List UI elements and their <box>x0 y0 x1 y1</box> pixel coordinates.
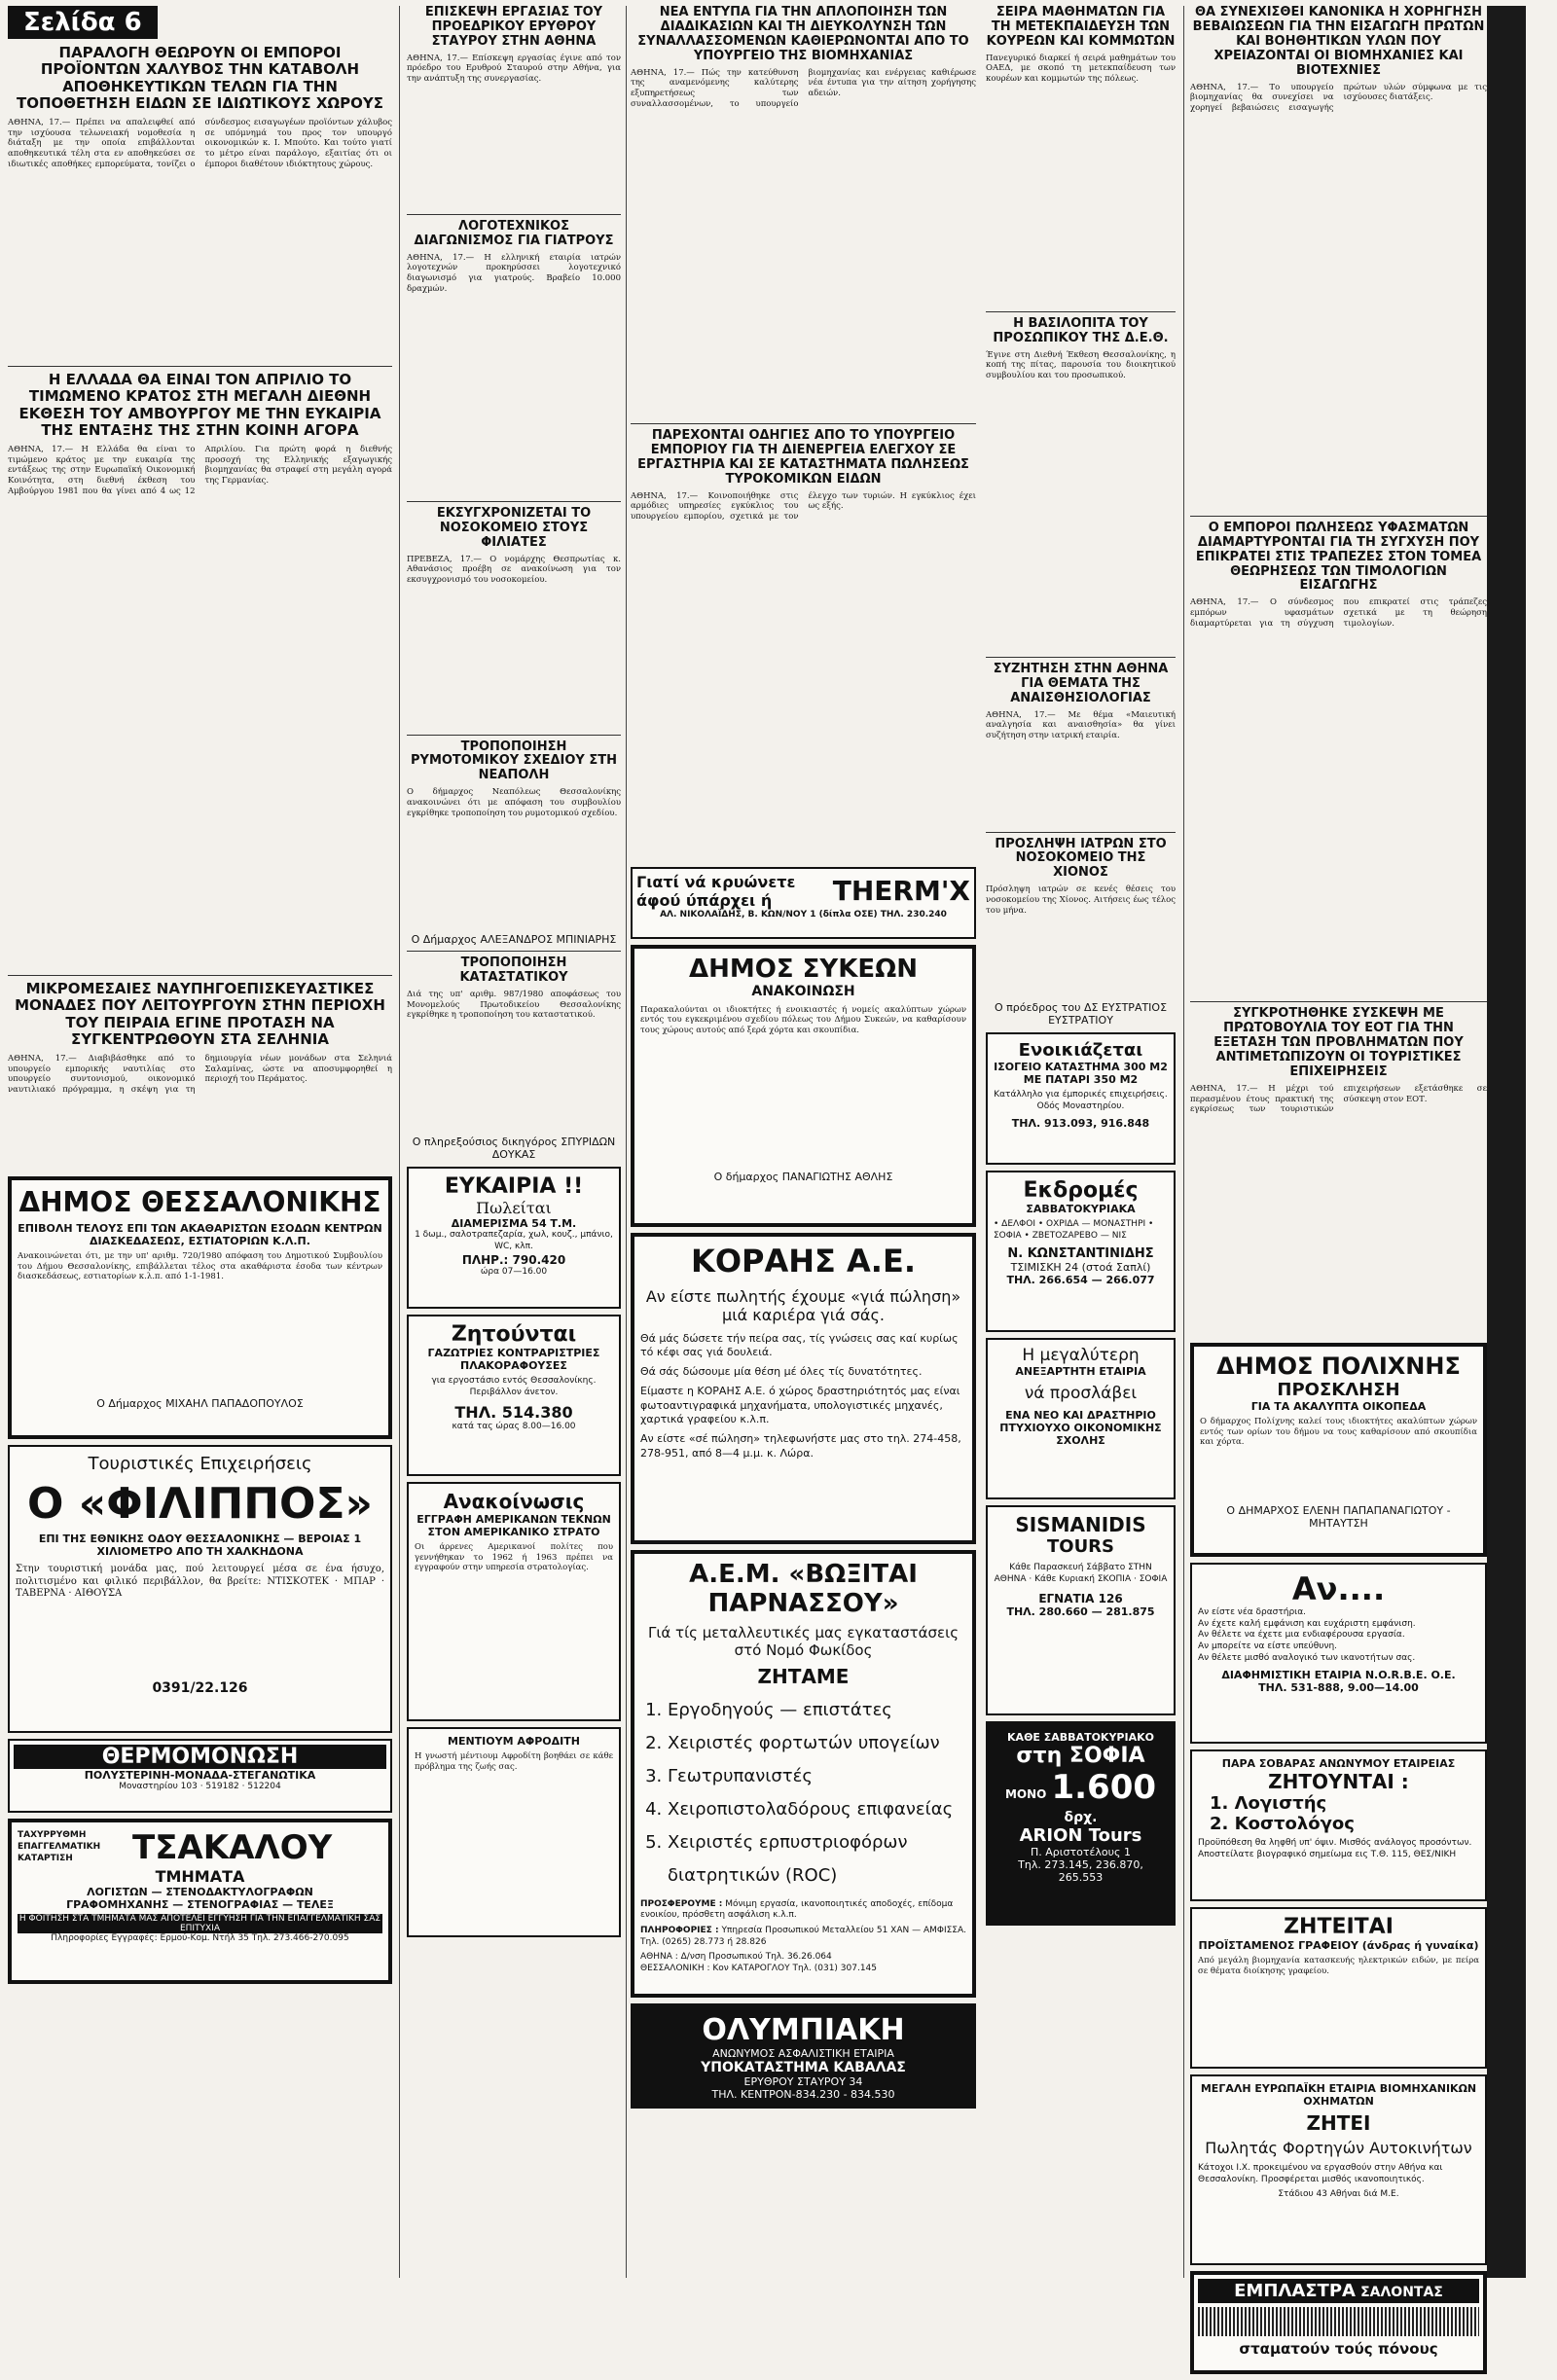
article-title: ΣΥΓΚΡΟΤΗΘΗΚΕ ΣΥΣΚΕΨΗ ΜΕ ΠΡΩΤΟΒΟΥΛΙΑ ΤΟΥ ΕΟΤ ΓΙΑ ΤΗΝ ΕΞΕΤΑΣΗ ΤΩΝ ΠΡΟΒΛΗΜΑΤΩΝ ΠΟΥ ΑΝΤΙΜΕΤΩΠΙΖΟΥΝ ΟΙ ΤΟΥΡΙΣΤΙΚΕΣ ΕΠΙΧΕΙΡΗΣΕΙΣ <box>1213 1006 1464 1080</box>
ad-contact: Μοναστηρίου 103 · 519182 · 512204 <box>119 1782 281 1791</box>
article-title: Η ΕΛΛΑΔΑ ΘΑ ΕΙΝΑΙ ΤΟΝ ΑΠΡΙΛΙΟ ΤΟ ΤΙΜΩΜΕΝΟ ΚΡΑΤΟΣ ΣΤΗ ΜΕΓΑΛΗ ΔΙΕΘΝΗ ΕΚΘΕΣΗ ΤΟΥ ΑΜΒΟΥΡΓΟΥ ΜΕ ΤΗΝ ΕΥΚΑΙΡΙΑ ΤΗΣ ΕΝΤΑΞΗΣ ΤΗΣ ΣΤΗΝ ΚΟΙΝΗ ΑΓΟΡΑ <box>18 371 381 439</box>
ad-offer <box>640 1899 966 1922</box>
ad-subtitle: ΕΠΙ ΤΗΣ ΕΘΝΙΚΗΣ ΟΔΟΥ ΘΕΣΣΑΛΟΝΙΚΗΣ — ΒΕΡΟΙΑΣ 1 ΧΙΛΙΟΜΕΤΡΟ ΑΠΟ ΤΗ ΧΑΛΚΗΔΟΝΑ <box>38 1533 362 1559</box>
ad-line: Θά μάς δώσετε τήν πείρα σας, τίς γνώσεις σας καί κυρίως τό κέφι σας γιά δουλειά. <box>640 1331 959 1358</box>
divider <box>1190 516 1526 517</box>
ad-line: Αν έχετε καλή εμφάνιση και ευχάριστη εμφάνιση. <box>1198 1618 1416 1629</box>
page-label: Σελίδα 6 <box>8 6 158 39</box>
ad-brand: THERM'X <box>832 875 970 907</box>
ad-body: Προϋπόθεση θα ληφθή υπ' όψιν. Μισθός ανάλογος προσόντων. Αποστείλατε βιογραφικό σημείωμα εις Τ.Θ. 115, ΘΕΣ/ΝΙΚΗ <box>1198 1838 1472 1859</box>
article-title: ΘΑ ΣΥΝΕΧΙΣΘΕΙ ΚΑΝΟΝΙΚΑ Η ΧΟΡΗΓΗΣΗ ΒΕΒΑΙΩΣΕΩΝ ΓΙΑ ΤΗΝ ΕΙΣΑΓΩΓΗ ΠΡΩΤΩΝ ΚΑΙ ΒΟΗΘΗΤΙΚΩΝ ΥΛΩΝ ΠΟΥ ΧΡΕΙΑΖΟΝΤΑΙ ΟΙ ΒΙΟΜΗΧΑΝΙΕΣ ΚΑΙ ΒΙΟΤΕΧΝΙΕΣ <box>1192 5 1485 78</box>
ad-line: Αν θέλετε μισθό αναλογικό των ικανοτήτων σας. <box>1198 1652 1416 1663</box>
ad-line: Θά σάς δώσουμε μία θέση μέ όλες τίς δυνατότητες. <box>640 1365 923 1379</box>
ad-title: Ο «ΦΙΛΙΠΠΟΣ» <box>27 1479 373 1530</box>
ad-price-label: ΜΟΝΟ <box>1004 1787 1047 1802</box>
article-body: Έγινε στη Διεθνή Έκθεση Θεσσαλονίκης, η κοπή της πίτας, παρουσία του διοικητικού συμβουλίου και του προσωπικού. <box>986 349 1176 380</box>
article-title: ΣΕΙΡΑ ΜΑΘΗΜΑΤΩΝ ΓΙΑ ΤΗ ΜΕΤΕΚΠΑΙΔΕΥΣΗ ΤΩΝ ΚΟΥΡΕΩΝ ΚΑΙ ΚΟΜΜΩΤΩΝ <box>986 5 1176 49</box>
ad-dimos-sykeon <box>631 945 976 1227</box>
article-body: ΑΘΗΝΑ, 17.— Η μέχρι τού περασμένου έτους πρακτική της εγκρίσεως των τουριστικών επιχειρήσεων εξετάσθηκε σε σύσκεψη στον ΕΟΤ. <box>1190 1084 1487 1115</box>
ad-phone: 512204 <box>247 1782 281 1791</box>
ad-header: ΜΕΓΑΛΗ ΕΥΡΩΠΑΪΚΗ ΕΤΑΙΡΙΑ ΒΙΟΜΗΧΑΝΙΚΩΝ ΟΧΗΜΑΤΩΝ <box>1200 2082 1477 2109</box>
newspaper-page <box>8 5 1526 2359</box>
ad-line: Η μεγαλύτερη <box>1022 1346 1140 1366</box>
ad-body: Στην τουριστική μονάδα μας, πού λειτουργεί μέσα σε ένα ήσυχο, πολιτισμένο και φιλικό περιβάλλον, θα βρείτε: ΝΤΙΣΚΟΤΕΚ · ΜΠΑΡ · ΤΑΒΕΡΝΑ · ΑΙΘΟΥΣΑ <box>16 1564 384 1600</box>
ad-eykairia <box>407 1167 621 1309</box>
job-item: 4. Χειροπιστολαδόρους επιφανείας <box>668 1793 966 1826</box>
ad-title: ΜΕΝΤΙΟΥΜ ΑΦΡΟΔΙΤΗ <box>448 1735 580 1749</box>
article-body: ΑΘΗΝΑ, 17.— Το υπουργείο βιομηχανίας θα συνεχίσει να χορηγεί βεβαιώσεις εισαγωγής πρώτων υλών σύμφωνα με τις ισχύουσες διατάξεις. <box>1190 82 1487 113</box>
ad-title: ΚΟΡΑΗΣ Α.Ε. <box>691 1242 916 1280</box>
job-item: 1. Εργοδηγούς — επιστάτες <box>668 1694 966 1727</box>
article-signature: Ο πληρεξούσιος δικηγόρος ΣΠΥΡΙΔΩΝ ΔΟΥΚΑΣ <box>412 1136 616 1162</box>
ad-subtitle-2: ΓΙΑ ΤΑ ΑΚΑΛΥΠΤΑ ΟΙΚΟΠΕΔΑ <box>1250 1400 1427 1414</box>
ad-address: Στάδιου 43 Αθήναι διά Μ.Ε. <box>1278 2189 1399 2200</box>
ad-thessaloniki: ΘΕΣΣΑΛΟΝΙΚΗ : Κον ΚΑΤΑΡΟΓΛΟΥ Τηλ. (031) 307.145 <box>640 1964 878 1974</box>
article-body: ΑΘΗΝΑ, 17.— Ο σύνδεσμος εμπόρων υφασμάτων διαμαρτύρεται για τη σύγχυση που επικρατεί στις τράπεζες σχετικά με τη θεώρηση τιμολογίων. <box>1190 597 1487 629</box>
ad-subtitle: ΕΓΓΡΑΦΗ ΑΜΕΡΙΚΑΝΩΝ ΤΕΚΝΩΝ ΣΤΟΝ ΑΜΕΡΙΚΑΝΙΚΟ ΣΤΡΑΤΟ <box>416 1513 611 1539</box>
divider <box>407 951 621 952</box>
ad-offer-text: Μόνιμη εργασία, ικανοποιητικές αποδοχές, επίδομα ενοικίου, πρόσθετη ασφάλιση κ.λ.π. <box>640 1898 954 1921</box>
ad-subtitle: ΓΑΖΩΤΡΙΕΣ ΚΟΝΤΡΑΡΙΣΤΡΙΕΣ ΠΛΑΚΟΡΑΦΟΥΣΕΣ <box>427 1347 600 1373</box>
article-title: ΣΥΖΗΤΗΣΗ ΣΤΗΝ ΑΘΗΝΑ ΓΙΑ ΘΕΜΑΤΑ ΤΗΣ ΑΝΑΙΣΘΗΣΙΟΛΟΓΙΑΣ <box>993 661 1169 705</box>
ad-megalyteri <box>986 1338 1176 1499</box>
ad-text <box>636 873 795 910</box>
ad-list: • ΔΕΛΦΟΙ • ΟΧΡΙΔΑ — ΜΟΝΑΣΤΗΡΙ • ΣΟΦΙΑ • ΖΒΕΤΟΖΑΡΕΒΟ — ΝΙΣ <box>994 1219 1154 1241</box>
ad-title: Εκδρομές <box>1023 1178 1139 1204</box>
ad-title: Α.Ε.Μ. «ΒΩΞΙΤΑΙ ΠΑΡΝΑΣΣΟΥ» <box>689 1559 918 1618</box>
ad-info <box>640 1926 966 1948</box>
ad-subtitle: ΠΡΟΣΚΛΗΣΗ <box>1277 1380 1400 1401</box>
ad-phone: ΠΛΗΡ.: 790.420 <box>461 1252 566 1267</box>
ad-job: 2. Κοστολόγος <box>1210 1814 1355 1835</box>
ad-subtitle: TOURS <box>1046 1536 1115 1558</box>
ad-agent: ARION Tours <box>1019 1825 1142 1847</box>
ad-thermomonosi <box>8 1739 392 1813</box>
ad-mentium <box>407 1727 621 1937</box>
ad-body: Οι άρρενες Αμερικανοί πολίτες που γεννήθηκαν το 1962 ή 1963 πρέπει να εγγραφούν στην υπηρεσία στρατολογίας. <box>415 1542 613 1573</box>
article-body: ΑΘΗΝΑ, 17.— Διαβιβάσθηκε από το υπουργείο εμπορικής ναυτιλίας στο υπουργείο συντονισμού, οικονομικό ναυτιλιακό πρόγραμμα, η σκέψη για τη δημιουργία νέων μονάδων στα Σεληνιά Σαλαμίνας, ώστε να αποσυμφορηθεί η περιοχή του Περάματος. <box>8 1054 392 1095</box>
job-list <box>650 1694 966 1893</box>
ad-body: για εργοστάσιο εντός Θεσσαλονίκης. Περιβάλλον άνετον. <box>431 1376 597 1397</box>
ad-subtitle: ΕΠΙΒΟΛΗ ΤΕΛΟΥΣ ΕΠΙ ΤΩΝ ΑΚΑΘΑΡΙΣΤΩΝ ΕΣΟΔΩΝ ΚΕΝΤΡΩΝ ΔΙΑΣΚΕΔΑΣΕΩΣ, ΕΣΤΙΑΤΟΡΙΩΝ Κ.Λ.Π. <box>18 1222 382 1247</box>
article-title: ΜΙΚΡΟΜΕΣΑΙΕΣ ΝΑΥΠΗΓΟΕΠΙΣΚΕΥΑΣΤΙΚΕΣ ΜΟΝΑΔΕΣ ΠΟΥ ΛΕΙΤΟΥΡΓΟΥΝ ΣΤΗΝ ΠΕΡΙΟΧΗ ΤΟΥ ΠΕΙΡΑΙΑ ΕΓΙΝΕ ΠΡΟΤΑΣΗ ΝΑ ΣΥΓΚΕΝΤΡΩΘΟΥΝ ΣΤΑ ΣΕΛΗΝΙΑ <box>15 980 385 1048</box>
ad-hours: κατά τας ώρας 8.00—16.00 <box>452 1421 576 1431</box>
article-title: ΠΑΡΕΧΟΝΤΑΙ ΟΔΗΓΙΕΣ ΑΠΟ ΤΟ ΥΠΟΥΡΓΕΙΟ ΕΜΠΟΡΙΟΥ ΓΙΑ ΤΗ ΔΙΕΝΕΡΓΕΙΑ ΕΛΕΓΧΟΥ ΣΕ ΕΡΓΑΣΤΗΡΙΑ ΚΑΙ ΣΕ ΚΑΤΑΣΤΗΜΑΤΑ ΠΩΛΗΣΕΩΣ ΤΥΡΟΚΟΜΙΚΩΝ ΕΙΔΩΝ <box>637 427 969 487</box>
ad-title: Ενοικιάζεται <box>1018 1040 1143 1062</box>
ad-tsakalou <box>8 1819 392 1984</box>
ad-price <box>996 1768 1166 1825</box>
article-body: ΑΘΗΝΑ, 17.— Η Ελλάδα θα είναι το τιμώμενο κράτος με την ευκαιρία της εντάξεως της στην Ευρωπαϊκή Οικονομική Κοινότητα, στη διεθνή έκθεση του Αμβούργου 1981 που θα γίνει από 4 ως 12 Απριλίου. Για πρώτη φορά η διεθνής προσοχή της Ελληνικής εξαγωγικής βιομηχανίας θα στραφεί στη μεγάλη αγορά της Γερμανίας. <box>8 445 392 496</box>
ad-title: ΕΜΠΛΑΣΤΡΑ <box>1234 2281 1356 2302</box>
ad-title: ΚΑΘΕ ΣΑΒΒΑΤΟΚΥΡΙΑΚΟ <box>1007 1731 1154 1745</box>
ad-dimos-polichnis <box>1190 1343 1487 1557</box>
ad-anakoinosis <box>407 1482 621 1721</box>
article-signature: Ο πρόεδρος του ΔΣ ΕΥΣΤΡΑΤΙΟΣ ΕΥΣΤΡΑΤΙΟΥ <box>994 1001 1168 1028</box>
ad-note: Η ΦΟΙΤΗΣΗ ΣΤΑ ΤΜΗΜΑΤΑ ΜΑΣ ΑΠΟΤΕΛΕΙ ΕΓΓΥΗΣΗ ΓΙΑ ΤΗΝ ΕΠΑΓΓΕΛΜΑΤΙΚΗ ΣΑΣ ΕΠΙΤΥΧΙΑ <box>18 1914 381 1933</box>
ad-offer-label: ΠΡΟΣΦΕΡΟΥΜΕ : <box>640 1898 723 1909</box>
article-signature: Ο Δήμαρχος ΑΛΕΞΑΝΔΡΟΣ ΜΠΙΝΙΑΡΗΣ <box>411 933 617 947</box>
ad-line: Αν θέλετε να έχετε μια ενδιαφέρουσα εργασία. <box>1198 1630 1405 1641</box>
ad-address: Π. Αριστοτέλους 1 <box>1031 1846 1131 1859</box>
ad-body: Κάθε Παρασκευή Σάββατο ΣΤΗΝ ΑΘΗΝΑ · Κάθε Κυριακή ΣΚΟΠΙΑ · ΣΟΦΙΑ <box>994 1563 1168 1584</box>
ad-subtitle: ΠΡΟΪΣΤΑΜΕΝΟΣ ΓΡΑΦΕΙΟΥ (άνδρας ή γυναίκα) <box>1198 1939 1479 1953</box>
ad-body: Η γνωστή μέντιουμ Αφροδίτη βοηθάει σε κάθε πρόβλημα της ζωής σας. <box>415 1751 613 1772</box>
binding-edge <box>1487 6 1526 2278</box>
article-title: ΠΡΟΣΛΗΨΗ ΙΑΤΡΩΝ ΣΤΟ ΝΟΣΟΚΟΜΕΙΟ ΤΗΣ ΧΙΟΝΟΣ <box>995 836 1167 881</box>
ad-depts: ΤΜΗΜΑΤΑ <box>155 1867 245 1886</box>
ad-price-unit: δρχ. <box>1064 1810 1098 1826</box>
column-2 <box>407 6 621 1943</box>
article-title: Η ΒΑΣΙΛΟΠΙΤΑ ΤΟΥ ΠΡΟΣΩΠΙΚΟΥ ΤΗΣ Δ.Ε.Θ. <box>993 315 1169 345</box>
ad-phone: ΤΗΛ. 280.660 — 281.875 <box>1006 1605 1155 1618</box>
ad-name: Ν. ΚΩΝΣΤΑΝΤΙΝΙΔΗΣ <box>1007 1245 1154 1261</box>
ad-line: νά προσλάβει <box>1024 1384 1138 1404</box>
ad-phone: ΤΗΛ. 913.093, 916.848 <box>1011 1116 1150 1130</box>
ad-emplastra <box>1190 2271 1487 2374</box>
divider <box>407 501 621 502</box>
ad-address: ΤΣΙΜΙΣΚΗ 24 (στοά Σαπλί) <box>1010 1260 1151 1274</box>
divider <box>631 423 976 424</box>
ad-body: Κάτοχοι Ι.Χ. προκειμένου να εργασθούν στην Αθήνα και Θεσσαλονίκη. Προσφέρεται μισθός ικανοποιητικός. <box>1198 2163 1443 2184</box>
ad-left: ΤΑΧΥΡΡΥΘΜΗ ΕΠΑΓΓΕΛΜΑΤΙΚΗ ΚΑΤΑΡΤΙΣΗ <box>18 1830 101 1863</box>
ad-subtitle: ΑΝΑΚΟΙΝΩΣΗ <box>751 983 855 999</box>
ad-job: 1. Λογιστής <box>1210 1793 1327 1815</box>
article-title: ΕΚΣΥΓΧΡΟΝΙΖΕΤΑΙ ΤΟ ΝΟΣΟΚΟΜΕΙΟ ΣΤΟΥΣ ΦΙΛΙΑΤΕΣ <box>436 505 592 550</box>
ad-phone: ΤΗΛ. 266.654 — 266.077 <box>1006 1273 1155 1286</box>
ad-header <box>18 1828 382 1867</box>
ad-body: Ο δήμαρχος Πολίχνης καλεί τους ιδιοκτήτες ακαλύπτων χώρων εντός των ορίων του δήμου να τους καθαρίσουν από σκουπίδια και χόρτα. <box>1200 1417 1477 1448</box>
article-title: ΝΕΑ ΕΝΤΥΠΑ ΓΙΑ ΤΗΝ ΑΠΛΟΠΟΙΗΣΗ ΤΩΝ ΔΙΑΔΙΚΑΣΙΩΝ ΚΑΙ ΤΗ ΔΙΕΥΚΟΛΥΝΣΗ ΤΩΝ ΣΥΝΑΛΛΑΣΣΟΜΕΝΩΝ ΚΑΘΙΕΡΩΝΟΝΤΑΙ ΑΠΟ ΤΟ ΥΠΟΥΡΓΕΙΟ ΤΗΣ ΒΙΟΜΗΧΑΝΙΑΣ <box>637 5 969 63</box>
ad-voxitai-parnassou <box>631 1550 976 1998</box>
divider <box>986 657 1176 658</box>
ad-olympiaki <box>631 2003 976 2109</box>
divider <box>986 311 1176 312</box>
divider <box>407 735 621 736</box>
ad-illustration <box>1198 2307 1479 2336</box>
ad-title: ΘΕΡΜΟΜΟΝΩΣΗ <box>14 1745 386 1769</box>
article-title: ΛΟΓΟΤΕΧΝΙΚΟΣ ΔΙΑΓΩΝΙΣΜΟΣ ΓΙΑ ΓΙΑΤΡΟΥΣ <box>414 218 614 248</box>
ad-line: Αν είστε πωλητής έχουμε «γιά πώληση» μιά καριέρα γιά σάς. <box>645 1286 961 1324</box>
ad-price-value: 1.600 <box>1051 1768 1157 1808</box>
ad-item: ΔΙΑΜΕΡΙΣΜΑ 54 Τ.Μ. <box>451 1217 577 1231</box>
ad-subtitle: ΑΝΩΝΥΜΟΣ ΑΣΦΑΛΙΣΤΙΚΗ ΕΤΑΙΡΙΑ <box>712 2046 894 2060</box>
ad-info: Πληροφορίες Εγγραφές: Ερμού-Κομ. Ντήλ 35 Τηλ. 273.466-270.095 <box>51 1933 349 1943</box>
column-rule <box>1183 6 1184 2278</box>
ad-ziteitai <box>1190 1907 1487 2069</box>
ad-zitountai <box>407 1315 621 1476</box>
ad-athens: ΑΘΗΝΑ : Δ/νση Προσωπικού Τηλ. 36.26.064 <box>640 1952 832 1963</box>
ad-enoikiazetai <box>986 1032 1176 1165</box>
ad-address: Μοναστηρίου 103 <box>119 1782 198 1791</box>
ad-title: SISMANIDIS <box>1015 1513 1146 1537</box>
ad-title: Πωλητάς Φορτηγών Αυτοκινήτων <box>1205 2139 1472 2158</box>
ad-title: ΟΛΥΜΠΙΑΚΗ <box>702 2012 905 2047</box>
divider <box>8 366 392 367</box>
ad-subtitle: Πωλείται <box>476 1199 552 1218</box>
ad-phone: 519182 <box>205 1782 239 1791</box>
job-item: 5. Χειριστές ερπυστριοφόρων διατρητικών (ROC) <box>668 1826 966 1893</box>
ad-title: Αν.... <box>1291 1570 1386 1608</box>
ad-header: Τουριστικές Επιχειρήσεις <box>88 1454 312 1474</box>
ad-thermx <box>631 867 976 939</box>
ad-title: ΖΗΤΕΙΤΑΙ <box>1284 1915 1394 1940</box>
ad-phone: Τηλ. 273.145, 236.870, 265.553 <box>1018 1858 1143 1885</box>
article-body: ΑΘΗΝΑ, 17.— Επίσκεψη εργασίας έγινε από τον πρόεδρο του Ερυθρού Σταυρού στην Αθήνα, για την ανάπτυξη της συνεργασίας. <box>407 53 621 85</box>
column-3-main <box>631 6 976 2114</box>
article-body: ΠΡΕΒΕΖΑ, 17.— Ο νομάρχης Θεσπρωτίας κ. Αθανάσιος προέβη σε ανακοίνωση για τον εκσυγχρονισμό του νοσοκομείου. <box>407 554 621 585</box>
ad-an <box>1190 1563 1487 1744</box>
ad-zitame: ΖΗΤΑΜΕ <box>757 1664 850 1688</box>
job-item: 2. Χειριστές φορτωτών υπογείων <box>668 1727 966 1760</box>
ad-filippos <box>8 1445 392 1733</box>
ad-phone: 0391/22.126 <box>152 1680 248 1697</box>
ad-brand: ΣΑΛΟΝΤΑΣ <box>1360 2285 1443 2301</box>
article-body: ΑΘΗΝΑ, 17.— Η ελληνική εταιρία ιατρών λογοτεχνών προκηρύσσει λογοτεχνικό διαγωνισμό για γιατρούς. Βραβείο 10.000 δραχμών. <box>407 252 621 294</box>
ad-branch: ΥΠΟΚΑΤΑΣΤΗΜΑ ΚΑΒΑΛΑΣ <box>701 2059 906 2075</box>
column-1 <box>8 6 392 1990</box>
ad-info-text: Υπηρεσία Προσωπικού Μεταλλείου 51 ΧΑΝ — ΑΜΦΙΣΣΑ. Τηλ. (0265) 28.773 ή 28.826 <box>640 1926 967 1947</box>
ad-line: ΛΟΓΙΣΤΩΝ — ΣΤΕΝΟΔΑΚΤΥΛΟΓΡΑΦΩΝ <box>87 1886 313 1898</box>
column-rule <box>626 6 627 2278</box>
divider <box>986 832 1176 833</box>
ad-korais <box>631 1233 976 1544</box>
ad-line: άφού ύπάρχει ή <box>636 890 773 910</box>
column-4 <box>1190 6 1526 2380</box>
ad-line: Γιατί νά κρυώνετε <box>636 872 796 891</box>
ad-body: Από μεγάλη βιομηχανία κατασκευής ηλεκτρικών ειδών, με πείρα σε θέματα διοίκησης γραφείου. <box>1198 1956 1479 1976</box>
ad-header: ΠΑΡΑ ΣΟΒΑΡΑΣ ΑΝΩΝΥΜΟΥ ΕΤΑΙΡΕΙΑΣ <box>1221 1757 1456 1771</box>
ad-line: Αν είστε νέα δραστήρια. <box>1198 1607 1307 1618</box>
ad-subtitle: ΣΑΒΒΑΤΟΚΥΡΙΑΚΑ <box>1026 1203 1136 1216</box>
ad-title: ΖΗΤΟΥΝΤΑΙ : <box>1268 1770 1409 1794</box>
ad-line: ΓΡΑΦΟΜΗΧΑΝΗΣ — ΣΤΕΝΟΓΡΑΦΙΑΣ — ΤΕΛΕΞ <box>66 1898 334 1911</box>
ad-subtitle: ΠΟΛΥΣΤΕΡΙΝΗ-ΜΟΝΑΔΑ-ΣΤΕΓΑΝΩΤΙΚΑ <box>84 1769 316 1782</box>
column-3-side <box>986 6 1176 1931</box>
ad-dimos-thessalonikis <box>8 1176 392 1439</box>
ad-body: Ανακοινώνεται ότι, με την υπ' αριθμ. 720/1980 απόφαση του Δημοτικού Συμβουλίου του Δήμου Θεσσαλονίκης, επιβάλλεται τέλος στα ακαθάριστα έσοδα των κέντρων διασκεδάσεως, εστιατορίων κ.λ.π. από 1-1-1981. <box>18 1251 382 1282</box>
ad-signature: Ο δήμαρχος ΠΑΝΑΓΙΩΤΗΣ ΑΘΛΗΣ <box>713 1170 893 1183</box>
ad-company: ΔΙΑΦΗΜΙΣΤΙΚΗ ΕΤΑΙΡΙΑ N.O.R.B.E. Ο.Ε. <box>1221 1668 1456 1681</box>
article-title: ΠΑΡΑΛΟΓΗ ΘΕΩΡΟΥΝ ΟΙ ΕΜΠΟΡΟΙ ΠΡΟΪΟΝΤΩΝ ΧΑΛΥΒΟΣ ΤΗΝ ΚΑΤΑΒΟΛΗ ΑΠΟΘΗΚΕΥΤΙΚΩΝ ΤΕΛΩΝ ΓΙΑ ΤΗΝ ΤΟΠΟΘΕΤΗΣΗ ΕΙΔΩΝ ΣΕ ΙΔΙΩΤΙΚΟΥΣ ΧΩΡΟΥΣ <box>17 44 383 112</box>
ad-title: ΔΗΜΟΣ ΘΕΣΣΑΛΟΝΙΚΗΣ <box>18 1186 381 1218</box>
article-body: ΑΘΗΝΑ, 17.— Πώς την κατεύθυνση της αναμενόμενης καλύτερης εξυπηρετήσεως των συναλλασσομένων, το υπουργείο βιομηχανίας και ενέργειας καθιέρωσε νέα έντυπα για την αίτηση χορήγησης αδειών. <box>631 67 976 109</box>
ad-city: στη ΣΟΦΙΑ <box>1016 1744 1145 1769</box>
ad-body: Κατάλληλο για έμπορικές επιχειρήσεις. Οδός Μοναστηρίου. <box>994 1090 1168 1111</box>
ad-sofia <box>986 1721 1176 1926</box>
ad-signature: Ο ΔΗΜΑΡΧΟΣ ΕΛΕΝΗ ΠΑΠΑΠΑΝΑΓΙΩΤΟΥ - ΜΗΤΑΥΤΣΗ <box>1226 1504 1451 1531</box>
ad-phone: ΤΗΛ. 531-888, 9.00—14.00 <box>1258 1680 1419 1694</box>
ad-hours: ώρα 07—16.00 <box>480 1266 548 1277</box>
ad-title: ΔΗΜΟΣ ΠΟΛΙΧΝΗΣ <box>1216 1352 1461 1381</box>
article-body: ΑΘΗΝΑ, 17.— Πρέπει να απαλειφθεί από την ισχύουσα τελωνειακή νομοθεσία η διάταξη με την οποία επιβάλλονται αποθηκευτικά τέλη στα εν αποθηκεύσει σε ιδιωτικές αποθήκες εμπορεύματα, τονίζει ο σύνδεσμος εισαγωγέων προϊόντων χάλυβος σε υπόμνημά του προς τον υπουργό οικονομικών κ. Ι. Μπούτο. Και τούτο γιατί το μέτρο είναι παράλογο, εξαιτίας ότι οι έμποροι διαθέτουν ιδιόκτητους χώρους. <box>8 118 392 169</box>
ad-phone: ΤΗΛ. ΚΕΝΤΡΟΝ-834.230 - 834.530 <box>711 2087 895 2101</box>
ad-line: Είμαστε η ΚΟΡΑΗΣ Α.Ε. ό χώρος δραστηριότητός μας είναι φωτοαντιγραφικά μηχανήματα, υπολογιστικές μηχανές, χαρτικά γραφείου κ.λ.π. <box>640 1385 960 1425</box>
ad-line: Αν είστε «σέ πώληση» τηλεφωνήστε μας στο τηλ. 274-458, 278-951, από 8—4 μ.μ. κ. Λώρα. <box>640 1432 961 1460</box>
ad-intro: Γιά τίς μεταλλευτικές μας εγκαταστάσεις στό Νομό Φωκίδος <box>647 1623 960 1659</box>
column-rule <box>399 6 400 2278</box>
job-item: 3. Γεωτρυπανιστές <box>668 1760 966 1793</box>
article-title: ΕΠΙΣΚΕΨΗ ΕΡΓΑΣΙΑΣ ΤΟΥ ΠΡΟΕΔΡΙΚΟΥ ΕΡΥΘΡΟΥ ΣΤΑΥΡΟΥ ΣΤΗΝ ΑΘΗΝΑ <box>424 5 603 49</box>
ad-address: ΑΛ. ΝΙΚΟΛΑΪΔΗΣ, Β. ΚΩΝ/ΝΟΥ 1 (δίπλα ΟΣΕ) ΤΗΛ. 230.240 <box>660 909 947 920</box>
article-body: Ο δήμαρχος Νεαπόλεως Θεσσαλονίκης ανακοινώνει ότι με απόφαση του συμβουλίου εγκρίθηκε τροποποίηση του ρυμοτομικού σχεδίου. <box>407 787 621 818</box>
ad-sismanidis <box>986 1505 1176 1715</box>
article-title: Ο ΕΜΠΟΡΟΙ ΠΩΛΗΣΕΩΣ ΥΦΑΣΜΑΤΩΝ ΔΙΑΜΑΡΤΥΡΟΝΤΑΙ ΓΙΑ ΤΗ ΣΥΓΧΥΣΗ ΠΟΥ ΕΠΙΚΡΑΤΕΙ ΣΤΙΣ ΤΡΑΠΕΖΕΣ ΣΤΟΝ ΤΟΜΕΑ ΘΕΩΡΗΣΕΩΣ ΤΩΝ ΤΙΜΟΛΟΓΙΩΝ ΕΙΣΑΓΩΓΗΣ <box>1195 520 1482 594</box>
article-body: Διά της υπ' αριθμ. 987/1980 αποφάσεως του Μονομελούς Πρωτοδικείου Θεσσαλονίκης εγκρίθηκε η τροποποίηση του καταστατικού. <box>407 990 621 1021</box>
ad-zitei: ΖΗΤΕΙ <box>1306 2111 1371 2136</box>
divider <box>1190 1001 1526 1002</box>
article-title: ΤΡΟΠΟΠΟΙΗΣΗ ΚΑΤΑΣΤΑΤΙΚΟΥ <box>459 956 568 986</box>
ad-address: ΕΡΥΘΡΟΥ ΣΤΑΥΡΟΥ 34 <box>743 2074 863 2088</box>
ad-signature: Ο Δήμαρχος ΜΙΧΑΗΛ ΠΑΠΑΔΟΠΟΥΛΟΣ <box>96 1397 304 1410</box>
ad-title: Ανακοίνωσις <box>443 1490 585 1514</box>
article-body: ΑΘΗΝΑ, 17.— Με θέμα «Μαιευτική αναλγησία και αναισθησία» θα γίνει συζήτηση στην ιατρική εταιρία. <box>986 709 1176 740</box>
ad-phone: ΤΗΛ. 514.380 <box>454 1402 573 1422</box>
ad-header <box>636 873 970 910</box>
ad-title: ΕΥΚΑΙΡΙΑ !! <box>444 1174 584 1200</box>
article-body: ΑΘΗΝΑ, 17.— Κοινοποιήθηκε στις αρμόδιες υπηρεσίες εγκύκλιος του υπουργείου εμπορίου, σχετικά με τον έλεγχο των τυριών. Η εγκύκλιος έχει ως εξής. <box>631 490 976 522</box>
divider <box>8 975 392 976</box>
article-title: ΤΡΟΠΟΠΟΙΗΣΗ ΡΥΜΟΤΟΜΙΚΟΥ ΣΧΕΔΙΟΥ ΣΤΗ ΝΕΑΠΟΛΗ <box>411 739 617 783</box>
ad-address: ΕΓΝΑΤΙΑ 126 <box>1038 1591 1123 1605</box>
ad-zitountai-logistis <box>1190 1749 1487 1901</box>
ad-subtitle: ΙΣΟΓΕΙΟ ΚΑΤΑΣΤΗΜΑ 300 Μ2 ΜΕ ΠΑΤΑΡΙ 350 Μ2 <box>994 1061 1168 1087</box>
article-body: Πρόσληψη ιατρών σε κενές θέσεις του νοσοκομείου της Χίονος. Αιτήσεις έως τέλος του μήνα. <box>986 884 1176 916</box>
ad-line: Αν μπορείτε να είστε υπεύθυνη. <box>1198 1641 1338 1652</box>
ad-body: 1 δωμ., σαλοτραπεζαρία, χωλ, κουζ., μπάνιο, WC, κλπ. <box>415 1230 613 1251</box>
ad-title: ΔΗΜΟΣ ΣΥΚΕΩΝ <box>688 954 919 984</box>
article-body: Πανεγυρικό διαρκεί ή σειρά μαθημάτων του ΟΑΕΔ, με σκοπό τη μετεκπαίδευση των κουρέων και κομμωτών της πόλεως. <box>986 53 1176 85</box>
ad-info-label: ΠΛΗΡΟΦΟΡΙΕΣ : <box>640 1926 719 1935</box>
ad-slogan: σταματούν τούς πόνους <box>1239 2340 1438 2359</box>
ad-body: Παρακαλούνται οι ιδιοκτήτες ή ενοικιαστές ή νομείς ακαλύπτων χώρων εντός του εγκεκριμένου σχεδίου πόλεως του Δήμου Συκεών, να καθαρίσουν τους χώρους αυτούς από ξερά χόρτα και σκουπίδια. <box>640 1004 966 1035</box>
ad-title: ΤΣΑΚΑΛΟΥ <box>132 1828 333 1867</box>
ad-title: Ζητούνται <box>451 1322 577 1348</box>
ad-ekdromes <box>986 1171 1176 1332</box>
ad-header <box>1198 2279 1479 2303</box>
divider <box>407 214 621 215</box>
ad-line: ΕΝΑ ΝΕΟ ΚΑΙ ΔΡΑΣΤΗΡΙΟ ΠΤΥΧΙΟΥΧΟ ΟΙΚΟΝΟΜΙΚΗΣ ΣΧΟΛΗΣ <box>999 1409 1162 1448</box>
ad-european-vehicles <box>1190 2074 1487 2265</box>
ad-line: ΑΝΕΞΑΡΤΗΤΗ ΕΤΑΙΡΙΑ <box>1015 1365 1146 1379</box>
